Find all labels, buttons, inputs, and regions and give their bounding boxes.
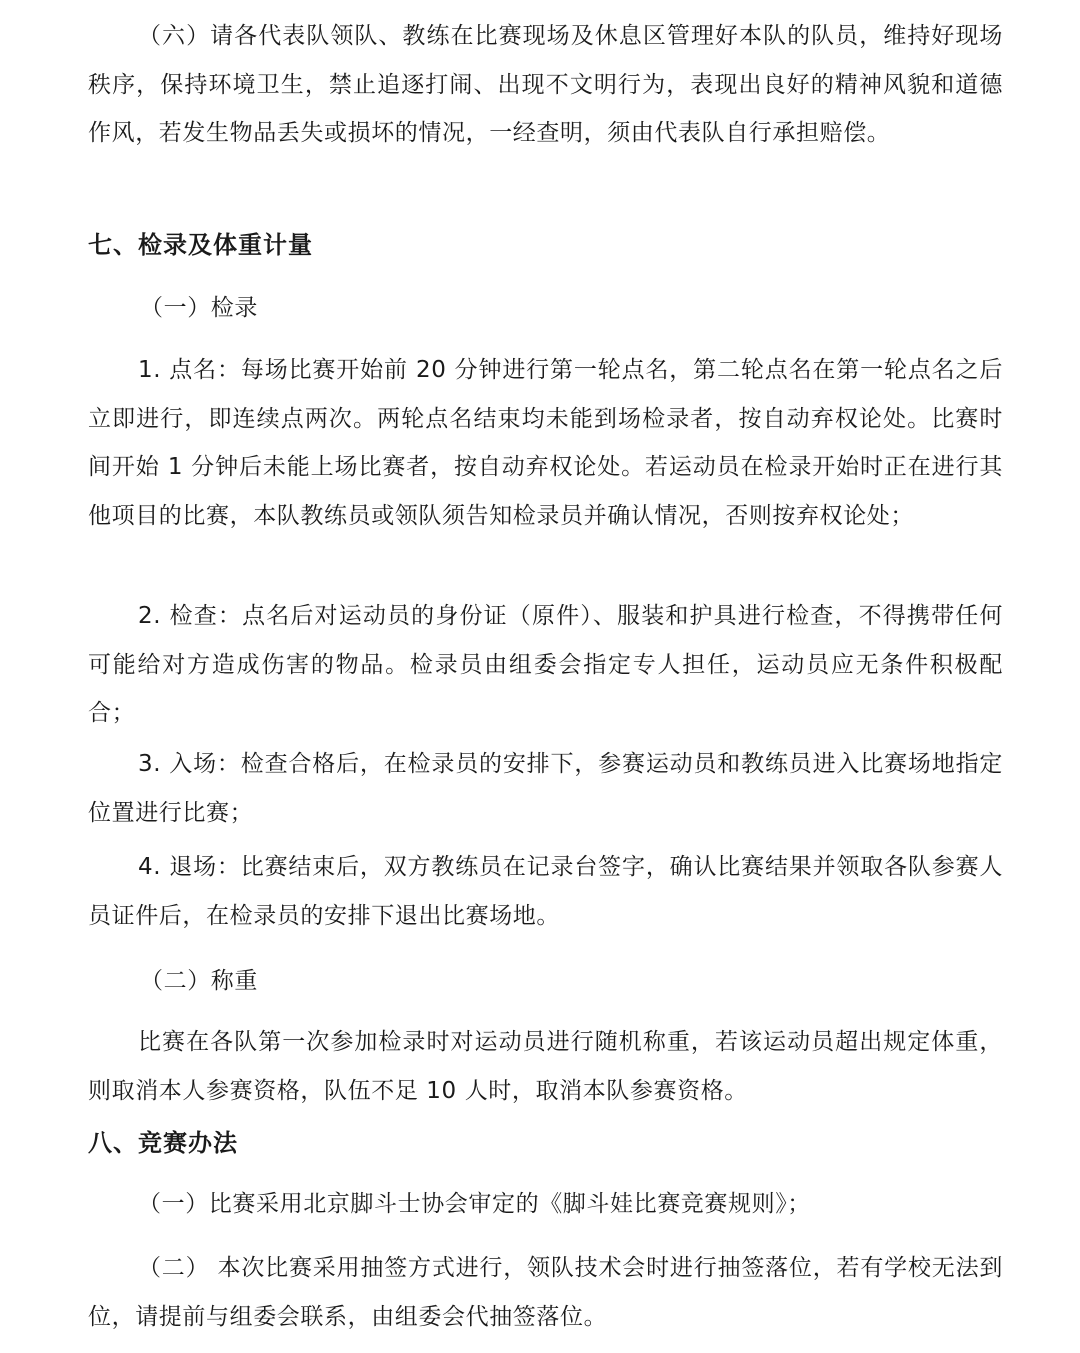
item-inspection: 2. 检查：点名后对运动员的身份证（原件）、服装和护具进行检查，不得携带任何可能给对方造成伤害的物品。检录员由组委会指定专人担任，运动员应无条件积极配合； [88,603,1003,726]
rule-one: （一）比赛采用北京脚斗士协会审定的《脚斗娃比赛竞赛规则》； [138,1191,811,1217]
subsection-weigh-in-heading: （二）称重 [140,968,258,994]
item-entry: 3. 入场：检查合格后，在检录员的安排下，参赛运动员和教练员进入比赛场地指定位置进行比赛； [88,751,1003,826]
rule-two: （二） 本次比赛采用抽签方式进行，领队技术会时进行抽签落位，若有学校无法到位，请提前与组委会联系，由组委会代抽签落位。 [88,1255,1003,1330]
item-exit: 4. 退场：比赛结束后，双方教练员在记录台签字，确认比赛结果并领取各队参赛人员证件后，在检录员的安排下退出比赛场地。 [88,854,1003,929]
section-eight-heading: 八、竞赛办法 [88,1129,238,1157]
weigh-in-paragraph: 比赛在各队第一次参加检录时对运动员进行随机称重，若该运动员超出规定体重，则取消本人参赛资格，队伍不足 10 人时，取消本队参赛资格。 [88,1029,1003,1104]
item-roll-call: 1. 点名：每场比赛开始前 20 分钟进行第一轮点名，第二轮点名在第一轮点名之后立即进行，即连续点两次。两轮点名结束均未能到场检录者，按自动弃权论处。比赛时间开始 1 分钟后未能上场比赛者，按自动弃权论处。若运动员在检录开始时正在进行其他项目的比赛，本队教练员或领队须告知检录员并确认情况，否则按弃权论处； [88,357,1003,529]
paragraph-six: （六）请各代表队领队、教练在比赛现场及休息区管理好本队的队员，维持好现场秩序，保持环境卫生，禁止追逐打闹、出现不文明行为，表现出良好的精神风貌和道德作风，若发生物品丢失或损坏的情况，一经查明，须由代表队自行承担赔偿。 [88,23,1003,146]
subsection-check-in-heading: （一）检录 [140,295,258,321]
section-seven-heading: 七、检录及体重计量 [88,231,313,259]
